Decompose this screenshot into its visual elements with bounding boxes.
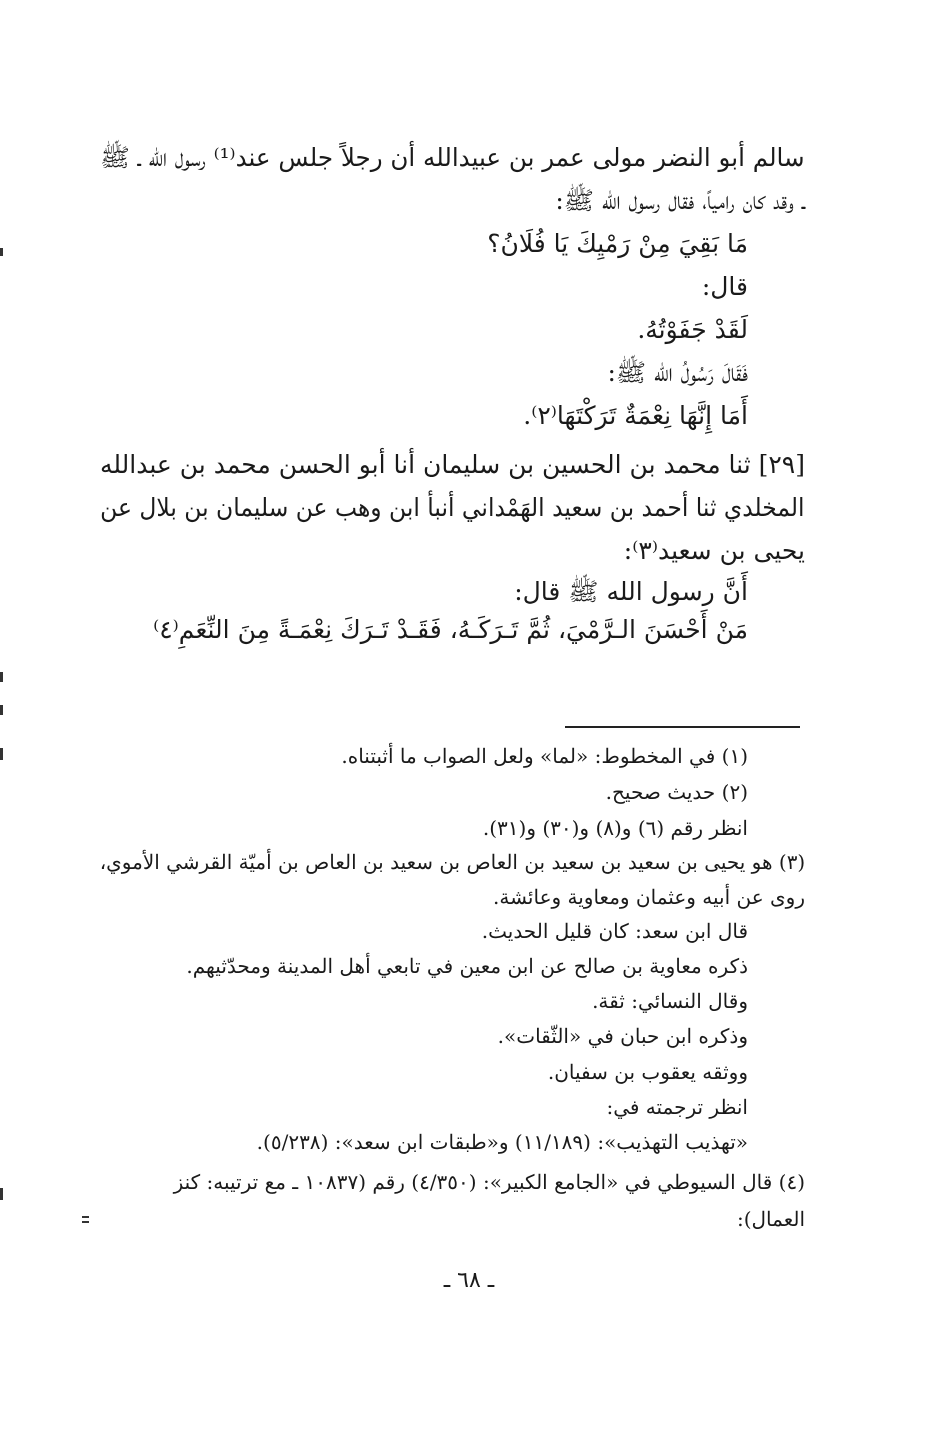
footnote-separator xyxy=(565,726,800,728)
footnote-line-1: (١) في المخطوط: «لما» ولعل الصواب ما أثبتناه. xyxy=(341,744,748,768)
main-line-9: المخلدي ثنا أحمد بن سعيد الهَمْداني أنبأ ابن وهب عن سليمان بن بلال عن xyxy=(100,493,805,522)
page-number: ـ ٦٨ ـ xyxy=(443,1268,495,1293)
footnote-line-10: ووثقه يعقوب بن سفيان. xyxy=(547,1060,748,1084)
main-line-8: [٢٩] ثنا محمد بن الحسين بن سليمان أنا أبو الحسن محمد بن عبدالله xyxy=(99,450,805,479)
scan-mark xyxy=(0,248,3,256)
main-line-1: سالم أبو النضر مولى عمر بن عبيدالله أن رجلاً جلس عند⁽¹⁾ رسول الله ـ ﷺ xyxy=(100,143,806,172)
main-line-3: مَا بَقِيَ مِنْ رَمْيِكَ يَا فُلَانُ؟ xyxy=(487,229,748,258)
main-line-12: مَنْ أَحْسَنَ الـرَّمْيَ، ثُمَّ تَـرَكَـهُ، فَقَـدْ تَـرَكَ نِعْمَـةً مِنَ النِّعَمِ⁽٤⁾ xyxy=(153,615,748,644)
scan-mark xyxy=(0,748,3,760)
scan-mark xyxy=(0,705,3,715)
footnote-line-11: انظر ترجمته في: xyxy=(606,1095,748,1119)
main-line-5: لَقَدْ جَفَوْتُهُ. xyxy=(637,315,748,344)
footnote-line-5: روى عن أبيه وعثمان ومعاوية وعائشة. xyxy=(492,885,805,909)
main-line-4: قال: xyxy=(701,272,748,301)
footnote-line-13: (٤) قال السيوطي في «الجامع الكبير»: (٤/٣٥٠) رقم (١٠٨٣٧ ـ مع ترتيبه: كنز xyxy=(173,1170,805,1194)
footnote-line-8: وقال النسائي: ثقة. xyxy=(592,989,748,1013)
footnote-line-2: (٢) حديث صحيح. xyxy=(605,780,748,804)
footnote-line-7: ذكره معاوية بن صالح عن ابن معين في تابعي أهل المدينة ومحدّثيهم. xyxy=(186,954,748,978)
scan-mark xyxy=(0,672,3,682)
scan-mark xyxy=(0,1188,3,1200)
scan-mark xyxy=(82,1216,89,1218)
footnote-line-6: قال ابن سعد: كان قليل الحديث. xyxy=(481,919,748,943)
footnote-line-12: «تهذيب التهذيب»: (١١/١٨٩) و«طبقات ابن سعد»: (٥/٢٣٨). xyxy=(256,1130,748,1154)
main-line-2: ـ وقد كان رامياً، فقال رسول الله ﷺ: xyxy=(555,186,805,215)
main-line-6: فَقَالَ رَسُولُ الله ﷺ: xyxy=(607,358,748,387)
footnote-line-3: انظر رقم (٦) و(٨) و(٣٠) و(٣١). xyxy=(482,816,748,840)
footnote-line-14: العمال): xyxy=(736,1207,805,1231)
footnote-line-4: (٣) هو يحيى بن سعيد بن سعيد بن العاص بن سعيد بن العاص بن أميّة القرشي الأموي، xyxy=(99,850,805,874)
main-line-7: أَمَا إِنَّهَا نِعْمَةٌ تَرَكْتَهَا⁽٢⁾. xyxy=(523,401,748,430)
main-line-10: يحيى بن سعيد⁽٣⁾: xyxy=(623,536,805,565)
main-line-11: أَنَّ رسول الله ﷺ قال: xyxy=(514,577,748,606)
footnote-line-9: وذكره ابن حبان في «الثّقات». xyxy=(497,1024,748,1048)
scan-mark xyxy=(82,1221,89,1223)
